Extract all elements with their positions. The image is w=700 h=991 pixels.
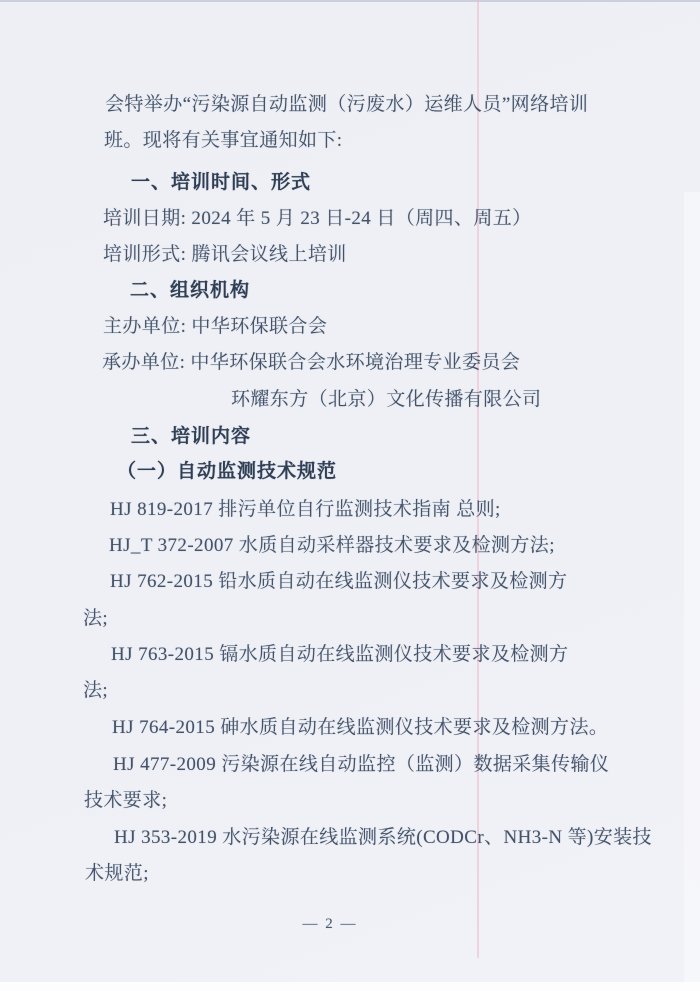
page-number: — 2 — (302, 916, 358, 932)
doc-line: HJ 762-2015 铅水质自动在线监测仪技术要求及检测方 (110, 571, 568, 592)
doc-line: HJ 763-2015 镉水质自动在线监测仪技术要求及检测方 (111, 644, 569, 665)
doc-line: 法; (83, 608, 109, 629)
doc-line: HJ 819-2017 排污单位自行监测技术指南 总则; (110, 499, 501, 520)
doc-line: 主办单位: 中华环保联合会 (103, 316, 328, 337)
doc-line: 培训形式: 腾讯会议线上培训 (103, 244, 347, 265)
section-heading-1: 一、培训时间、形式 (131, 172, 312, 193)
doc-line: 承办单位: 中华环保联合会水环境治理专业委员会 (102, 352, 521, 373)
section-heading-3: 三、培训内容 (131, 426, 252, 447)
scan-bottom-edge-artifact (0, 982, 700, 991)
doc-line: 会特举办“污染源自动监测（污废水）运维人员”网络培训 (105, 94, 589, 115)
doc-line: HJ 764-2015 砷水质自动在线监测仪技术要求及检测方法。 (112, 717, 609, 738)
scan-top-edge-artifact (0, 0, 700, 2)
doc-line: 班。现将有关事宜通知如下: (104, 130, 343, 151)
doc-line: HJ 477-2009 污染源在线自动监控（监测）数据采集传输仪 (113, 754, 610, 775)
doc-line: HJ 353-2019 水污染源在线监测系统(CODCr、NH3-N 等)安装技 (114, 827, 652, 848)
doc-line: 技术要求; (84, 790, 168, 811)
doc-line: HJ_T 372-2007 水质自动采样器技术要求及检测方法; (109, 535, 555, 556)
doc-line: 培训日期: 2024 年 5 月 23 日-24 日（周四、周五） (103, 208, 532, 229)
doc-line: 术规范; (85, 863, 149, 884)
scan-right-light-band-artifact (684, 192, 700, 991)
subsection-heading: （一）自动监测技术规范 (117, 461, 338, 482)
doc-line: 环耀东方（北京）文化传播有限公司 (231, 389, 542, 410)
scan-pink-streak-artifact (477, 0, 479, 958)
doc-line: 法; (83, 680, 109, 701)
section-heading-2: 二、组织机构 (130, 280, 251, 301)
